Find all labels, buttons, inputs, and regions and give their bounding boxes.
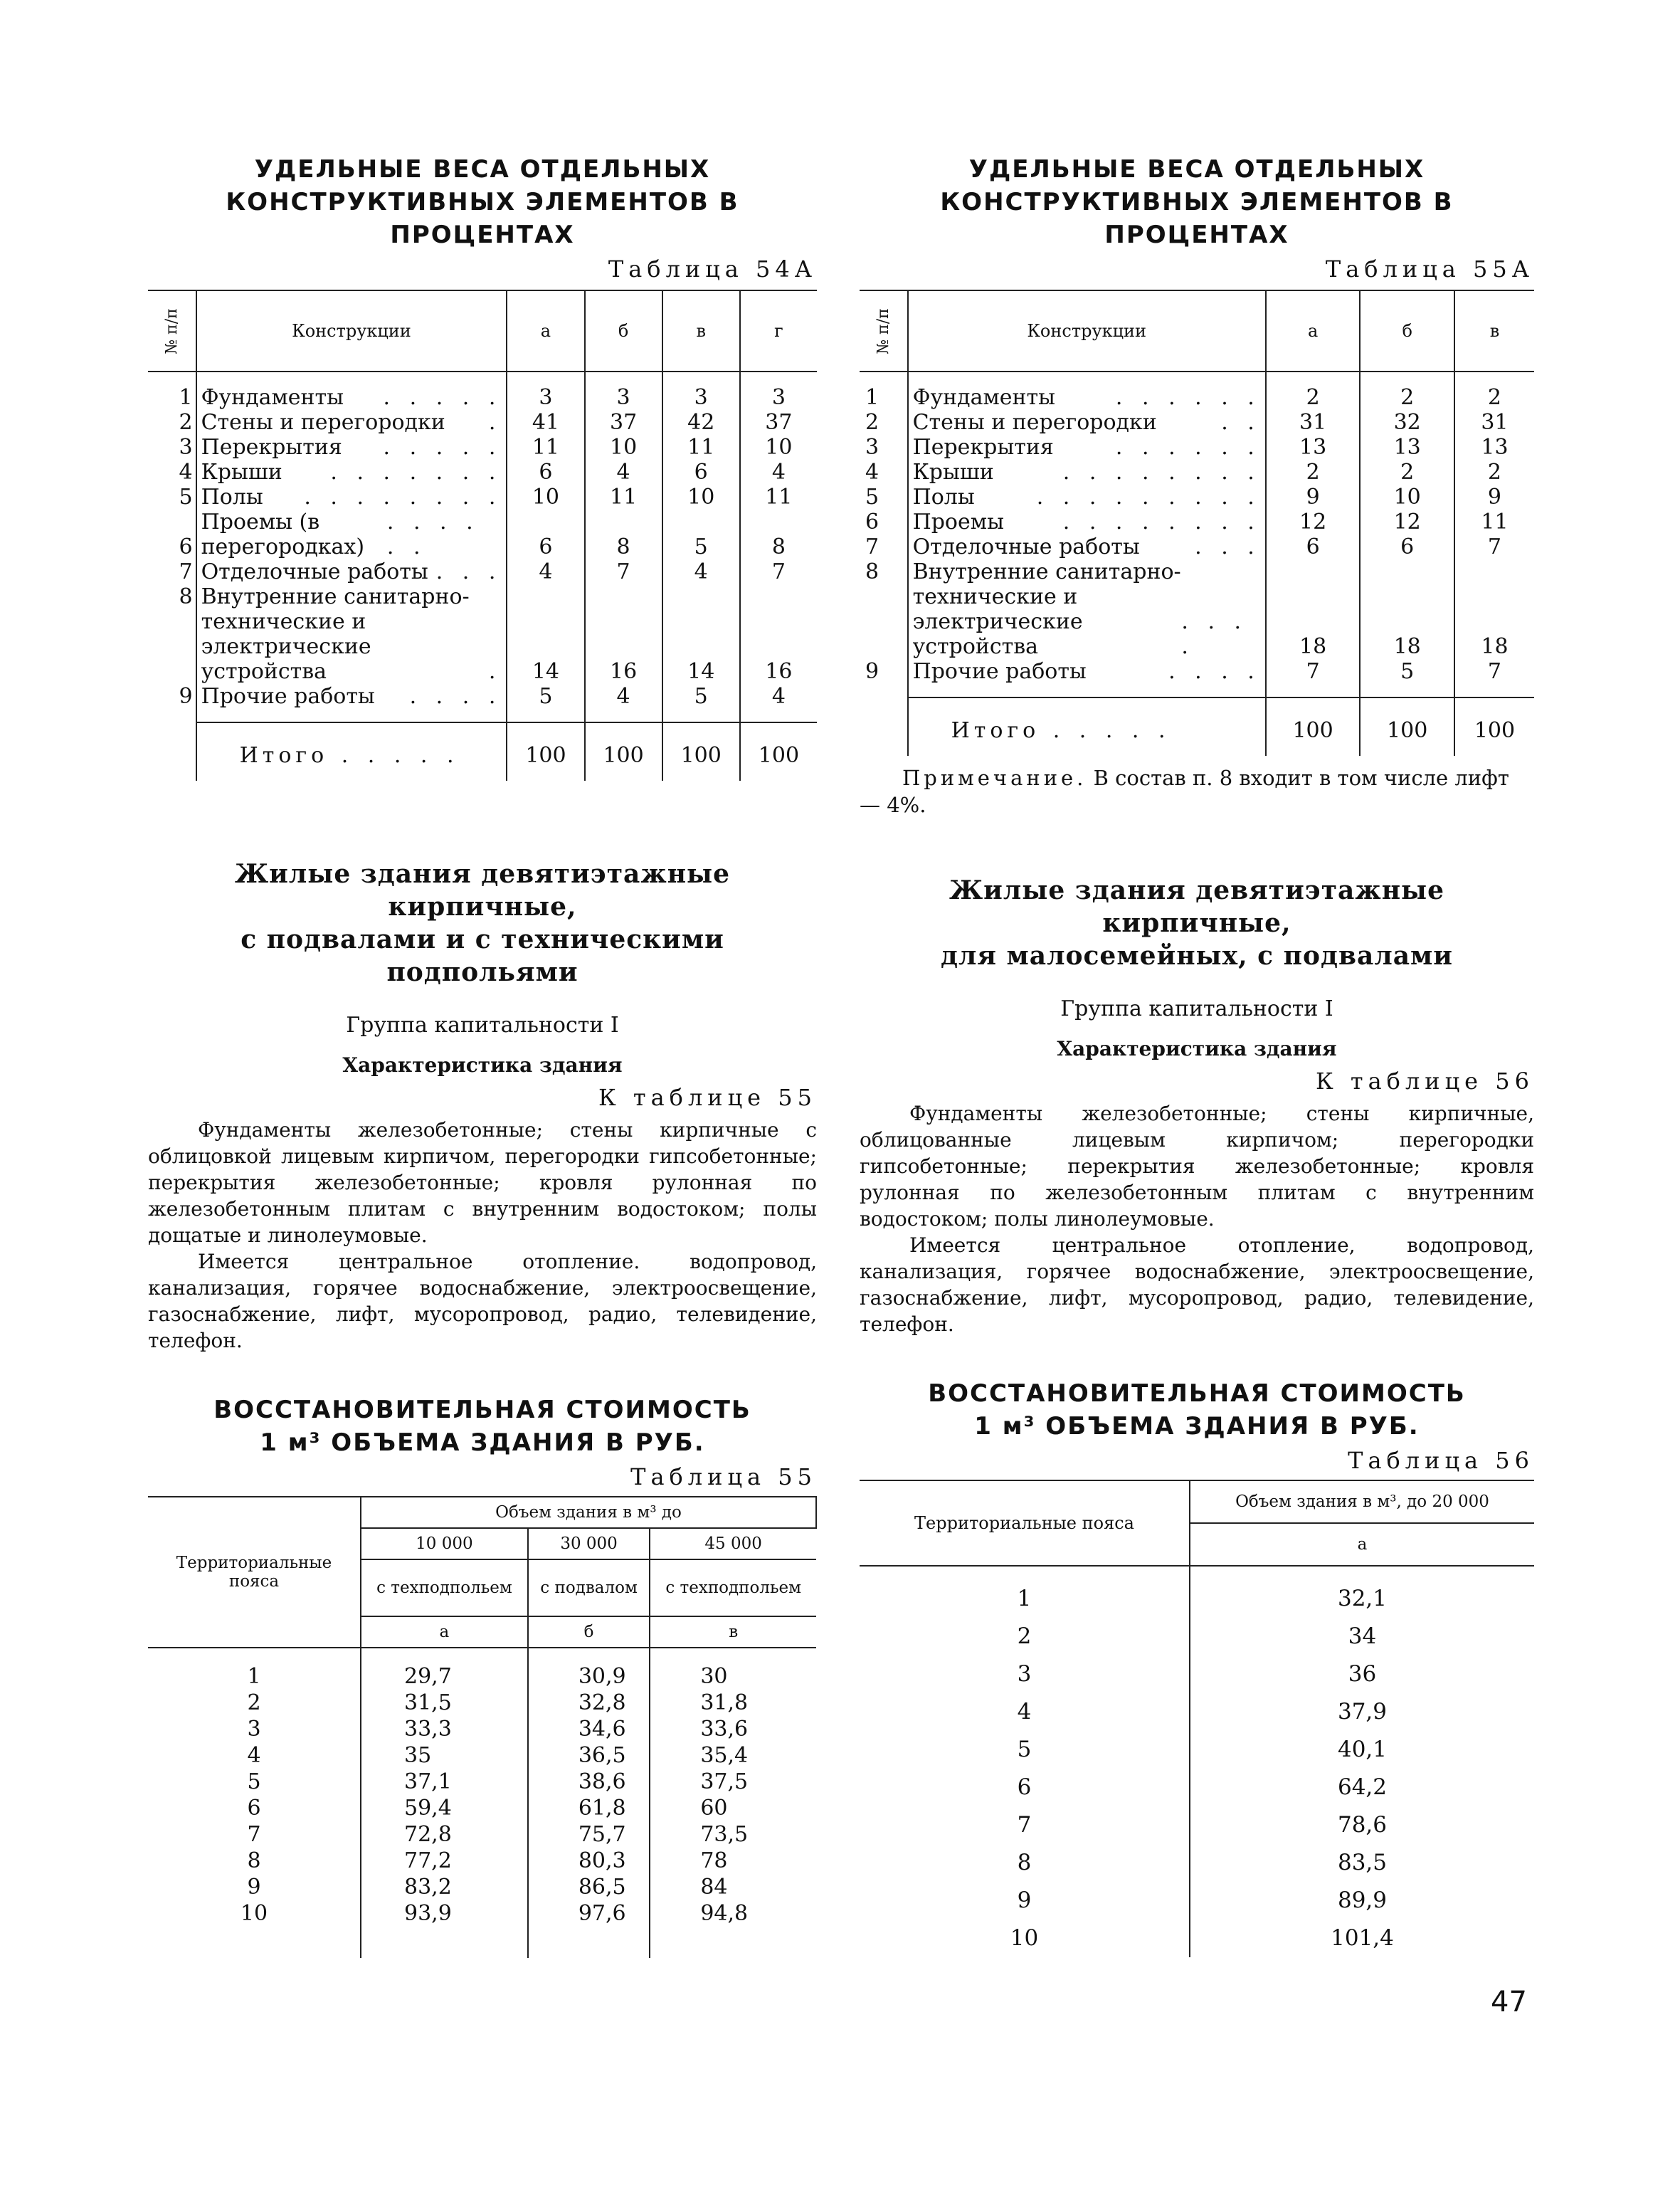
table-row: 7 72,8 75,7 73,5 [148, 1821, 816, 1848]
col-a-header: а [1266, 290, 1361, 372]
table-row: 5 Полы . . . . . . . . . 9 10 9 [860, 485, 1534, 510]
table-row: 8 Внутренние санитарно-технические и электрические устройства . 14 16 14 16 [148, 584, 817, 684]
left-group: Группа капитальности I [346, 1013, 619, 1038]
zones-header: Территориальные пояса [148, 1497, 361, 1648]
type-techpodpol-2: с техподпольем [650, 1559, 816, 1616]
left-cost-body [148, 1648, 816, 1958]
right-cost-table [860, 1480, 1534, 1957]
page-number: 47 [1491, 1986, 1527, 2018]
type-basement: с подвалом [528, 1559, 650, 1616]
table-row: 7 78,6 [860, 1806, 1534, 1844]
left-paragraph-2: Имеется центральное отопление. водопровод, канализация, горячее водоснабжение, электроосвещение, газоснабжение, лифт, мусоропровод, радио, телевидение, телефон. [148, 1250, 817, 1352]
table-row: 6 64,2 [860, 1769, 1534, 1806]
right-to-table: К таблице 56 [1315, 1068, 1534, 1095]
table-row: 4 Крыши . . . . . . . . 2 2 2 [860, 460, 1534, 485]
table-row: 8 Внутренние санитарно-технические и электрические устройства . . . . 18 18 18 [860, 559, 1534, 659]
table-row: 9 89,9 [860, 1882, 1534, 1920]
table-row: 8 83,5 [860, 1844, 1534, 1882]
left-cost-heading: ВОССТАНОВИТЕЛЬНАЯ СТОИМОСТЬ 1 м³ ОБЪЕМА ЗДАНИЯ В РУБ. [213, 1396, 751, 1457]
table-row: 1 Фундаменты . . . . . 3 3 3 3 [148, 385, 817, 410]
table-row: 5 Полы . . . . . . . . 10 11 10 11 [148, 485, 817, 510]
left-section-title: Жилые здания девятиэтажные кирпичные, с подвалами и с техническими подпольями [234, 859, 731, 987]
right-cost-heading: ВОССТАНОВИТЕЛЬНАЯ СТОИМОСТЬ 1 м³ ОБЪЕМА ЗДАНИЯ В РУБ. [928, 1379, 1466, 1441]
table-row: 8 77,2 80,3 78 [148, 1848, 816, 1874]
table-row: 3 Перекрытия . . . . . 11 10 11 10 [148, 435, 817, 460]
volume-10000: 10 000 [361, 1528, 528, 1559]
right-paragraph-2: Имеется центральное отопление, водопровод, канализация, горячее водоснабжение, электроосвещение, газоснабжение, лифт, мусоропровод, радио, телевидение, телефон. [860, 1233, 1534, 1336]
table-row: 9 83,2 86,5 84 [148, 1874, 816, 1900]
col-v-header: в [1454, 290, 1534, 372]
table-row: 4 Крыши . . . . . . . 6 4 6 4 [148, 460, 817, 485]
col-v-header: в [662, 290, 740, 372]
left-paragraph-1: Фундаменты железобетонные; стены кирпичные с облицовкой лицевым кирпичом, перегородки гипсобетонные; перекрытия железобетонные; кровля рулонная по железобетонным плитам с внутренним водостоком; полы дощатые и линолеумовые. [148, 1118, 817, 1247]
col-constructions-header: Конструкции [196, 290, 507, 372]
right-cost-body [860, 1566, 1534, 1957]
left-column [148, 153, 817, 1958]
right-column [860, 153, 1534, 1957]
left-characteristic: Характеристика здания [342, 1053, 623, 1077]
volume-45000: 45 000 [650, 1528, 816, 1559]
table-row: 6 Проемы . . . . . . . . 12 12 11 [860, 510, 1534, 535]
table-row: 3 36 [860, 1655, 1534, 1693]
total-row: Итого . . . . . 100 100 100 100 [148, 722, 817, 781]
table-row: 2 34 [860, 1618, 1534, 1655]
col-a-header: а [507, 290, 584, 372]
volume-header: Объем здания в м³ до [361, 1497, 816, 1528]
left-cost-table-label: Таблица 55 [630, 1463, 817, 1490]
table-row: 3 33,3 34,6 33,6 [148, 1716, 816, 1742]
table-row: 3 Перекрытия . . . . . . 13 13 13 [860, 435, 1534, 460]
table-row: 5 37,1 38,6 37,5 [148, 1769, 816, 1795]
table-row: 5 40,1 [860, 1731, 1534, 1769]
table-row: 9 Прочие работы . . . . 5 4 5 4 [148, 684, 817, 709]
zones-header: Территориальные пояса [860, 1480, 1190, 1566]
left-cost-table [148, 1496, 817, 1958]
table-row: 10 101,4 [860, 1920, 1534, 1957]
col-v-header: в [650, 1616, 816, 1648]
table-row: 7 Отделочные работы . . . 4 7 4 7 [148, 559, 817, 584]
col-a-header: а [1190, 1523, 1534, 1566]
table-row: 6 59,4 61,8 60 [148, 1795, 816, 1821]
left-to-table: К таблице 55 [598, 1084, 817, 1111]
right-weights-heading: УДЕЛЬНЫЕ ВЕСА ОТДЕЛЬНЫХ КОНСТРУКТИВНЫХ ЭЛЕМЕНТОВ В ПРОЦЕНТАХ [940, 155, 1454, 249]
table-row: 1 32,1 [860, 1580, 1534, 1618]
right-weights-table [860, 290, 1534, 756]
table-row: 2 31,5 32,8 31,8 [148, 1690, 816, 1716]
table-row: 1 29,7 30,9 30 [148, 1663, 816, 1690]
right-weights-body [860, 372, 1534, 756]
volume-header: Объем здания в м³, до 20 000 [1190, 1480, 1534, 1523]
right-group: Группа капитальности I [1060, 996, 1333, 1021]
table-row: 1 Фундаменты . . . . . . 2 2 2 [860, 385, 1534, 410]
left-weights-body [148, 372, 817, 781]
right-weights-table-label: Таблица 55А [1325, 256, 1534, 283]
col-a-header: а [361, 1616, 528, 1648]
type-techpodpol-1: с техподпольем [361, 1559, 528, 1616]
right-paragraph-1: Фундаменты железобетонные; стены кирпичные, облицованные лицевым кирпичом; перегородки гипсобетонные; перекрытия железобетонные; кровля рулонная по железобетонным плитам с внутренним водостоком; полы линолеумовые. [860, 1102, 1534, 1231]
right-cost-table-label: Таблица 56 [1348, 1447, 1534, 1474]
col-no-header: № п/п [860, 290, 908, 372]
right-characteristic: Характеристика здания [1057, 1037, 1337, 1060]
right-note: Примечание. В состав п. 8 входит в том числе лифт — 4%. [860, 766, 1509, 817]
col-g-header: г [740, 290, 817, 372]
table-row: 9 Прочие работы . . . . 7 5 7 [860, 659, 1534, 684]
table-row: 7 Отделочные работы . . . 6 6 7 [860, 535, 1534, 559]
left-weights-table-label: Таблица 54А [608, 256, 817, 283]
col-b-header: б [528, 1616, 650, 1648]
right-section-title: Жилые здания девятиэтажные кирпичные, для малосемейных, с подвалами [941, 875, 1453, 971]
table-row: 4 35 36,5 35,4 [148, 1742, 816, 1769]
left-weights-table [148, 290, 817, 781]
col-b-header: б [585, 290, 662, 372]
left-weights-heading: УДЕЛЬНЫЕ ВЕСА ОТДЕЛЬНЫХ КОНСТРУКТИВНЫХ ЭЛЕМЕНТОВ В ПРОЦЕНТАХ [226, 155, 739, 249]
table-row: 2 Стены и перегородки . 41 37 42 37 [148, 410, 817, 435]
table-row: 4 37,9 [860, 1693, 1534, 1731]
volume-30000: 30 000 [528, 1528, 650, 1559]
table-row: 6 Проемы (в перегородках) . . . . . . 6 8 5 8 [148, 510, 817, 559]
total-row: Итого . . . . . 100 100 100 [860, 697, 1534, 756]
col-b-header: б [1360, 290, 1454, 372]
col-no-header: № п/п [148, 290, 196, 372]
col-constructions-header: Конструкции [908, 290, 1266, 372]
table-row: 10 93,9 97,6 94,8 [148, 1900, 816, 1927]
table-row: 2 Стены и перегородки . . 31 32 31 [860, 410, 1534, 435]
